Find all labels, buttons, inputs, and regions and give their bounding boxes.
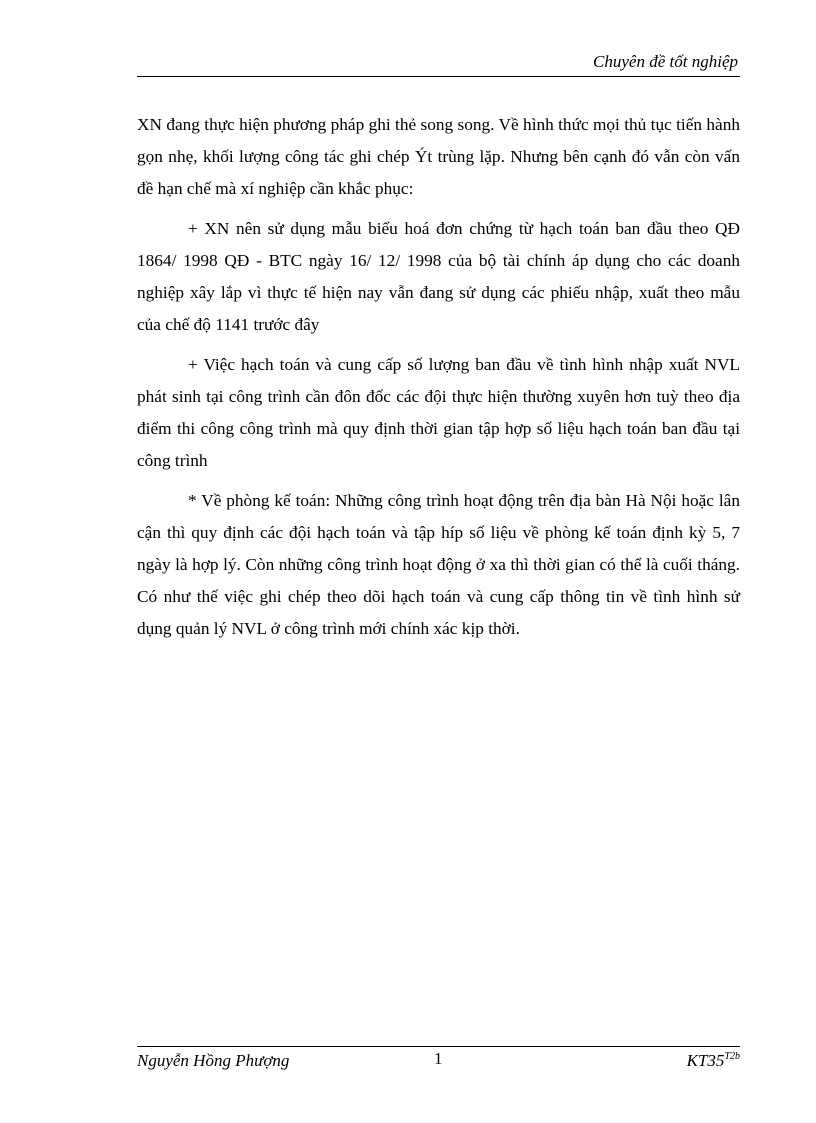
footer-divider	[137, 1046, 740, 1047]
paragraph-continuation: XN đang thực hiện phương pháp ghi thẻ song song. Về hình thức mọi thủ tục tiến hành gọn nhẹ, khối lượng công tác ghi chép Ýt trùng lặp. Nhưng bên cạnh đó vẫn còn vấn đề hạn chế mà xí nghiệp cần khắc phục:	[137, 115, 740, 198]
class-code: KT35	[686, 1051, 725, 1070]
paragraph-invoice-forms: + XN nên sử dụng mẫu biểu hoá đơn chứng từ hạch toán ban đầu theo QĐ 1864/ 1998 QĐ - BTC ngày 16/ 12/ 1998 của bộ tài chính áp dụng cho các doanh nghiệp xây lắp vì thực tế hiện nay vẫn đang sử dụng các phiếu nhập, xuất theo mẫu của chế độ 1141 trước đây	[137, 219, 740, 334]
footer-class-code	[687, 1050, 740, 1072]
footer-author: Nguyễn Hồng Phượng	[137, 1051, 290, 1070]
page-number: 1	[434, 1049, 443, 1068]
header-title: Chuyên đề tốt nghiệp	[593, 52, 738, 71]
paragraph-material-reporting: + Việc hạch toán và cung cấp số lượng ban đầu về tình hình nhập xuất NVL phát sinh tại công trình cần đôn đốc các đội thực hiện thường xuyên hơn tuỳ theo địa điểm thi công công trình mà quy định thời gian tập hợp số liệu hạch toán ban đầu tại công trình	[137, 355, 740, 470]
header-divider	[137, 76, 740, 77]
paragraph-accounting-department: * Về phòng kế toán: Những công trình hoạt động trên địa bàn Hà Nội hoặc lân cận thì quy định các đội hạch toán và tập híp số liệu về phòng kế toán định kỳ 5, 7 ngày là hợp lý. Còn những công trình hoạt động ở xa thì thời gian có thể là cuối tháng. Có như thế việc ghi chép theo dõi hạch toán và cung cấp thông tin về tình hình sử dụng quản lý NVL ở công trình mới chính xác kịp thời.	[137, 491, 740, 638]
document-body	[137, 109, 740, 653]
class-code-superscript: T2b	[724, 1051, 740, 1062]
